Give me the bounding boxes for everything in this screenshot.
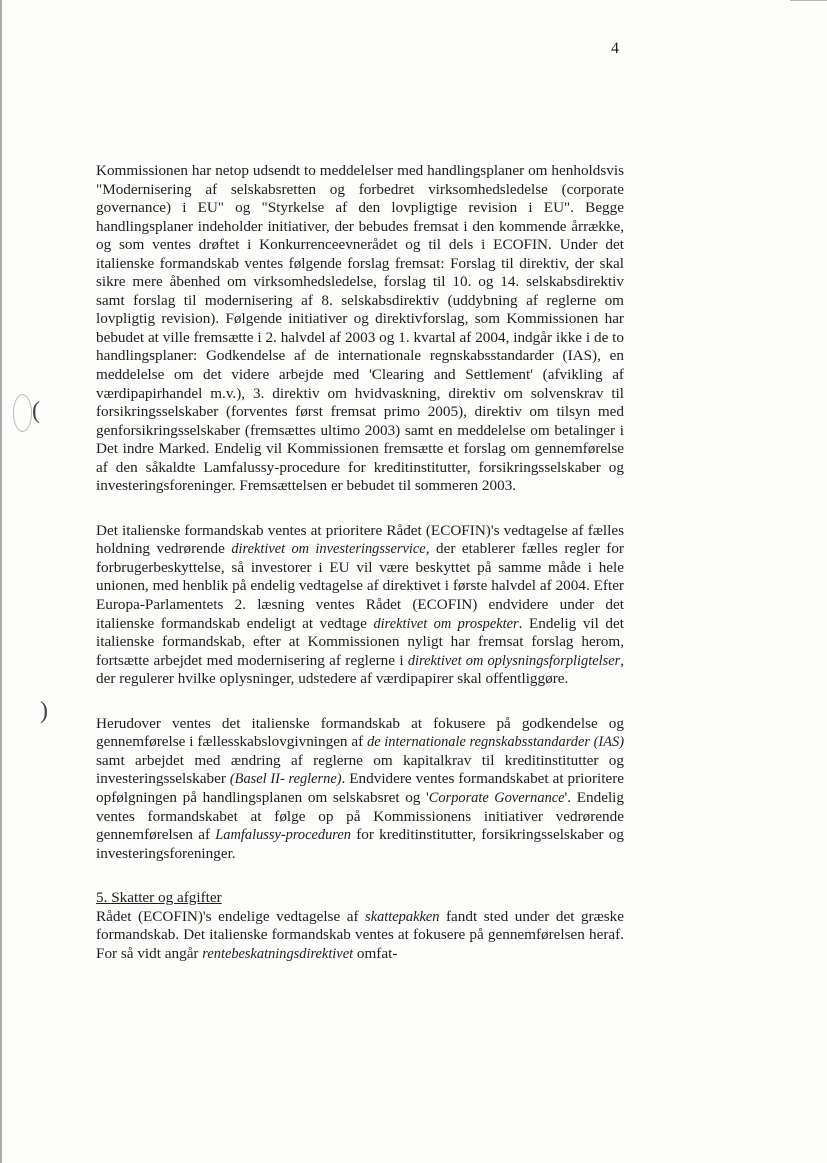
text-run: . Endelig vil det italienske formandskab, efter at Kommissionen nyligt har fremsat forslag herom, fortsætte arbejdet med modernisering af reglerne i [96, 614, 624, 669]
margin-parenthesis-mark: ) [40, 698, 48, 724]
section-heading: 5. Skatter og afgifter [96, 889, 222, 907]
text-run: samt arbejdet med ændring af reglerne om kapitalkrav til kreditinstitutter og investeringsselskaber [96, 751, 624, 788]
paragraph [96, 162, 624, 496]
text-run: Herudover ventes det italienske formandskab at fokusere på godkendelse og gennemførelse i fællesskabslovgivningen af [96, 714, 624, 751]
page-number: 4 [611, 40, 619, 57]
text-run: Rådet (ECOFIN)'s endelige vedtagelse af [96, 907, 366, 925]
body-text [96, 162, 624, 963]
italic-term: Lamfalussy-proceduren [215, 827, 351, 844]
text-run: fandt sted under det græske formandskab. Det italienske formandskab ventes at fokusere på gennemførelsen heraf. For så vidt angår [96, 907, 624, 962]
paragraph [96, 522, 624, 689]
italic-term: skattepakken [365, 908, 440, 925]
paragraph [96, 908, 624, 964]
text-run: Det italienske formandskab ventes at prioritere Rådet (ECOFIN)'s vedtagelse af fælles holdning vedrørende [96, 521, 624, 558]
scan-left-edge [0, 0, 2, 1163]
paragraph [96, 715, 624, 863]
scan-top-edge [790, 0, 827, 1]
margin-parenthesis-mark: ( [32, 398, 40, 424]
italic-term: de internationale regnskabsstandarder (IAS) [367, 734, 624, 751]
text-run: omfat- [353, 944, 398, 962]
italic-term: (Basel II- reglerne) [229, 771, 342, 788]
italic-term: rentebeskatningsdirektivet [202, 945, 354, 962]
text-run: for kreditinstitutter, forsikringsselskaber og investeringsforeninger. [96, 826, 624, 862]
text-run: , der regulerer hvilke oplysninger, udstedere af værdipapirer skal offentliggøre. [96, 651, 624, 688]
italic-term: direktivet om oplysningsforpligtelser [407, 652, 621, 669]
italic-term: Corporate Governance [428, 789, 565, 806]
text-run: Kommissionen har netop udsendt to meddelelser med handlingsplaner om henholdsvis "Modernisering af selskabsretten og forbedret virksomhedsledelse (corporate governance) i EU" og "Styrkelse af den lovpligtige revision i EU". Begge handlingsplaner indeholder initiativer, der bebudes fremsat i den kommende årrække, og som ventes drøftet i Konkurrenceevnerådet og til dels i ECOFIN. Under det italienske formandskab ventes følgende forslag fremsat: Forslag til direktiv, der skal sikre mere åbenhed om virksomhedsledelse, forslag til 10. og 14. selskabsdirektiv samt forslag til modernisering af 8. selskabsdirektiv (uddybning af reglerne om lovpligtig revision). Følgende initiativer og direktivforslag, som Kommissionen har bebudet at ville fremsætte i 2. halvdel af 2003 og 1. kvartal af 2004, indgår ikke i de to handlingsplaner: Godkendelse af de internationale regnskabsstandarder (IAS), en meddelelse om det videre arbejde med 'Clearing and Settlement' (afvikling af værdipapirhandel m.v.), 3. direktiv om hvidvaskning, direktiv om solvenskrav til forsikringsselskaber (forventes først fremsat primo 2005), direktiv om tilsyn med genforsikringsselskaber (fremsættes ultimo 2003) samt en meddelelse om betalinger i Det indre Marked. Endelig vil Kommissionen fremsætte et forslag om gennemførelse af den såkaldte Lamfalussy-procedure for kreditinstitutter, forsikringsselskaber og investeringsforeninger. Fremsættelsen er bebudet til sommeren 2003. [96, 162, 624, 495]
italic-term: direktivet om investeringsservice [231, 541, 426, 558]
text-run: '. Endelig ventes formandskabet at følge op på Kommissionens initiativer vedrørende gennemførelsen af [96, 788, 624, 844]
text-run: , der etablerer fælles regler for forbrugerbeskyttelse, så investorer i EU vil være beskyttet på samme måde i hele unionen, med henblik på endelig vedtagelse af direktivet i første halvdel af 2004. Efter Europa-Parlamentets 2. læsning ventes Rådet (ECOFIN) endvidere under det italienske formandskab endeligt at vedtage [96, 540, 624, 632]
punch-hole [13, 394, 32, 432]
italic-term: direktivet om prospekter [373, 615, 519, 632]
text-run: . Endvidere ventes formandskabet at prioritere opfølgningen på handlingsplanen om selskabsret og ' [96, 770, 624, 806]
